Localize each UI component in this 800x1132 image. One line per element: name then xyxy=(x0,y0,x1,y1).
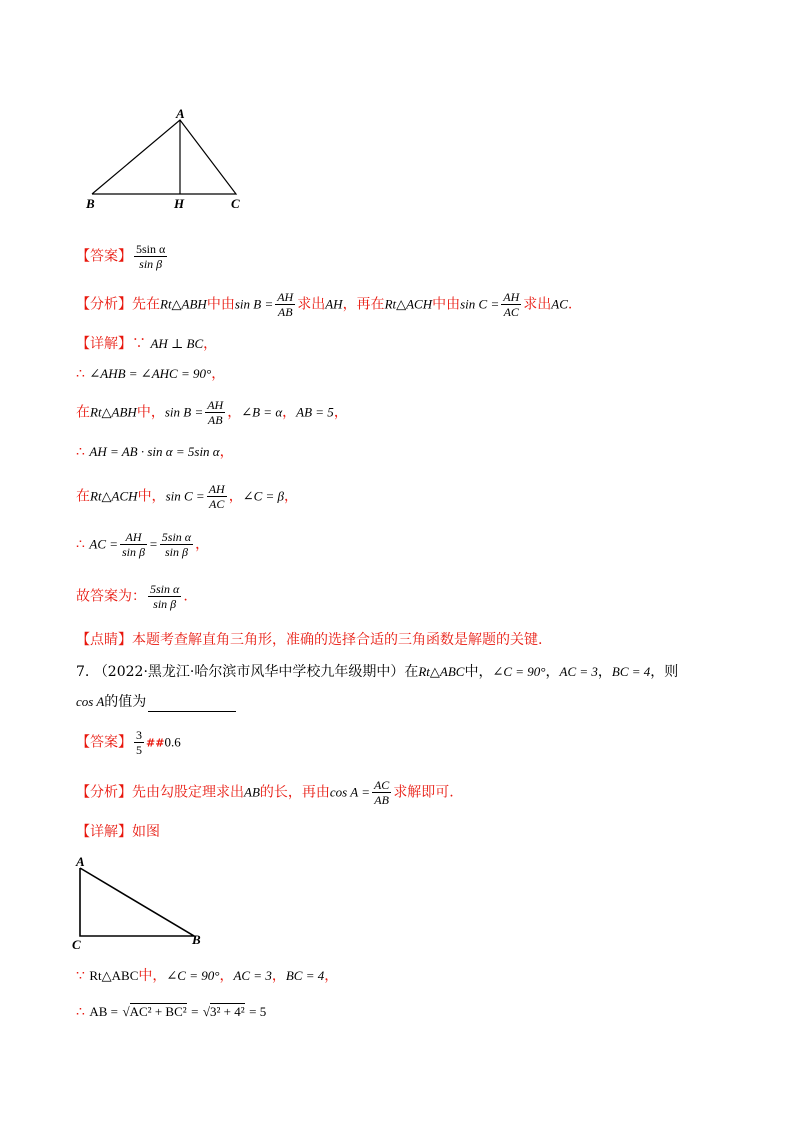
question-number: 7. xyxy=(76,664,90,680)
q7-detail-2 xyxy=(76,1002,266,1022)
fraction: $\frac{AH}{AB}$ xyxy=(277,290,294,319)
point-text: 本题考查解直角三角形，准确的选择合适的三角函数是解题的关键. xyxy=(132,632,543,648)
analysis-tag: 【分析】 xyxy=(76,784,132,801)
label-a: A xyxy=(76,854,85,869)
text: ，则 xyxy=(650,664,679,680)
therefore-symbol: ∴ xyxy=(76,366,85,382)
text: 中， xyxy=(137,488,166,505)
therefore-symbol: ∴ xyxy=(76,444,85,460)
math-tri: Rt△ABC xyxy=(418,664,465,679)
q6-answer xyxy=(76,242,169,271)
sqrt-1: √AC² + BC² xyxy=(122,1004,187,1019)
punct: ， xyxy=(228,488,243,505)
label-c: C xyxy=(72,937,81,952)
therefore-symbol: ∴ xyxy=(76,536,85,553)
text: 中， xyxy=(464,664,493,680)
punct: ， xyxy=(271,968,286,984)
q6-detail-1 xyxy=(76,334,217,354)
math: ∠C = 90° xyxy=(492,664,546,679)
punct: ， xyxy=(333,404,348,421)
analysis-text: 先在 xyxy=(132,296,160,313)
math: BC = 4 xyxy=(611,664,651,679)
math-tri: Rt△ABH xyxy=(160,296,207,312)
math: AC = 3 xyxy=(233,968,272,983)
analysis-text: 中由 xyxy=(432,296,461,313)
q7-question-line1 xyxy=(76,662,678,682)
point-tag: 【点睛】 xyxy=(76,632,132,648)
q7-answer xyxy=(76,728,181,757)
therefore-symbol: ∴ xyxy=(76,1004,85,1020)
sqrt-2: √3² + 4² xyxy=(202,1004,245,1019)
answer-decimal: 0.6 xyxy=(164,734,181,750)
triangle-abh-figure xyxy=(80,104,260,214)
punct: . xyxy=(567,296,573,313)
q6-point xyxy=(76,630,542,650)
q7-detail-title xyxy=(76,822,160,842)
math-ab: AB xyxy=(244,784,260,800)
question-source: （2022·黑龙江·哈尔滨市风华中学校九年级期中）在 xyxy=(93,664,419,680)
punct: ， xyxy=(227,404,242,421)
math: AH ⊥ BC xyxy=(150,336,204,351)
math: BC = 4 xyxy=(285,968,325,983)
analysis-text: 的长，再由 xyxy=(259,784,330,801)
punct: ， xyxy=(284,488,298,505)
right-triangle-outline xyxy=(80,868,194,936)
q7-detail-1 xyxy=(76,966,338,986)
analysis-text: 求解即可. xyxy=(393,784,454,801)
math: AC = 3 xyxy=(559,664,598,679)
math: ∠B = α xyxy=(241,404,283,420)
q7-analysis xyxy=(76,778,454,807)
math-sinb: sin B = xyxy=(164,404,204,420)
math: ∠C = 90° xyxy=(166,968,220,983)
punct: ， xyxy=(282,404,297,421)
punct: . xyxy=(183,588,188,605)
analysis-text: ，再在 xyxy=(342,296,385,313)
math-ac: AC xyxy=(551,296,568,312)
text: 故答案为： xyxy=(76,588,146,605)
math-tri: Rt△ACH xyxy=(384,296,433,312)
answer-blank[interactable] xyxy=(148,697,236,712)
q6-detail-2 xyxy=(76,364,225,384)
fraction: $\frac{\text{5sin α}}{\text{sin β}}$ xyxy=(161,530,192,559)
right-triangle-figure xyxy=(70,852,220,952)
answer-tag: 【答案】 xyxy=(76,248,132,265)
q6-detail-3 xyxy=(76,398,348,427)
answer-separator: ## xyxy=(146,736,165,750)
text: 的值为 xyxy=(104,694,147,710)
math: ∠C = β xyxy=(242,488,284,504)
punct: ， xyxy=(219,444,234,460)
text: 在 xyxy=(76,404,90,421)
math-sinc: sin C = xyxy=(165,488,205,504)
math: = xyxy=(191,1004,199,1019)
text: 在 xyxy=(76,488,90,505)
fraction: $\frac{AC}{AB}$ xyxy=(373,778,390,807)
detail-text: 如图 xyxy=(132,824,160,840)
math: AB = xyxy=(89,1004,119,1019)
math-cosa: cos A xyxy=(76,694,105,709)
answer-fraction: $\frac{3}{5}$ xyxy=(136,728,142,757)
math: = xyxy=(149,536,158,552)
fraction: $\frac{AH}{AC}$ xyxy=(503,290,520,319)
punct: ， xyxy=(195,536,210,553)
q6-final-answer xyxy=(76,582,188,611)
triangle-outline xyxy=(92,120,236,194)
q6-detail-5 xyxy=(76,482,298,511)
text: 中， xyxy=(136,404,165,421)
q6-detail-4 xyxy=(76,442,234,462)
detail-tag: 【详解】 xyxy=(76,336,132,352)
label-c: C xyxy=(231,196,240,211)
q7-question-line2 xyxy=(76,692,236,712)
label-a: A xyxy=(176,106,185,121)
math: ∠AHB = ∠AHC = 90° xyxy=(89,366,212,381)
punct: ， xyxy=(545,664,560,680)
because-symbol: ∵ xyxy=(132,336,146,352)
math-result: = 5 xyxy=(249,1004,267,1019)
math-tri: Rt△ACH xyxy=(90,488,138,504)
analysis-tag: 【分析】 xyxy=(76,296,132,313)
punct: ， xyxy=(324,968,339,984)
analysis-text: 求出 xyxy=(523,296,552,313)
punct: ， xyxy=(219,968,234,984)
fraction: $\frac{AH}{AB}$ xyxy=(207,398,224,427)
text: 中， xyxy=(138,968,167,984)
math: AH = AB · sin α = 5sin α xyxy=(89,444,220,459)
math-ah: AH xyxy=(325,296,343,312)
analysis-text: 求出 xyxy=(297,296,326,313)
because-symbol: ∵ xyxy=(76,968,85,984)
label-b: B xyxy=(192,932,201,947)
punct: ， xyxy=(597,664,612,680)
math-tri: Rt△ABH xyxy=(90,404,137,420)
q6-analysis xyxy=(76,290,572,319)
answer-fraction: $\frac{\text{5sin α}}{\text{sin β}}$ xyxy=(136,242,166,271)
fraction: $\frac{AH}{\text{sin β}}$ xyxy=(122,530,145,559)
detail-tag: 【详解】 xyxy=(76,824,132,840)
math: AC = xyxy=(89,536,119,552)
math-sinc: sin C = xyxy=(460,296,500,312)
analysis-text: 中由 xyxy=(206,296,235,313)
punct: ， xyxy=(211,366,226,382)
punct: ， xyxy=(203,336,218,352)
math-sinb: sin B = xyxy=(234,296,274,312)
label-h: H xyxy=(174,196,185,211)
q6-detail-6 xyxy=(76,530,209,559)
fraction: $\frac{AH}{AC}$ xyxy=(208,482,225,511)
math-cosa: cos A = xyxy=(329,784,370,800)
math-tri: Rt△ABC xyxy=(89,968,139,983)
label-b: B xyxy=(86,196,95,211)
answer-tag: 【答案】 xyxy=(76,734,132,751)
analysis-text: 先由勾股定理求出 xyxy=(132,784,244,801)
math: AB = 5 xyxy=(296,404,334,420)
fraction: $\frac{\text{5sin α}}{\text{sin β}}$ xyxy=(150,582,180,611)
